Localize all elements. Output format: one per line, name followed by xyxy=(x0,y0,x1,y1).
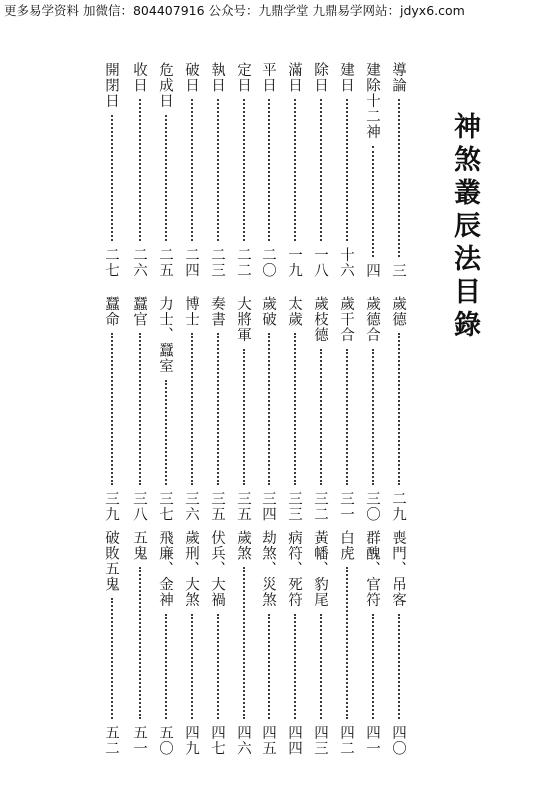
toc-entry xyxy=(258,296,278,522)
toc-entry-title: 五鬼 xyxy=(131,530,147,561)
dot-leader xyxy=(318,99,322,241)
toc-entry xyxy=(284,62,304,278)
toc-entry xyxy=(362,296,382,522)
dot-leader xyxy=(266,333,270,485)
dot-leader xyxy=(109,115,113,242)
toc-entry-page: 二〇 xyxy=(260,247,276,278)
toc-entry-page: 三 xyxy=(390,262,406,278)
toc-entry-page: 五〇 xyxy=(157,725,173,756)
toc-entry xyxy=(207,296,227,522)
dot-leader xyxy=(396,333,400,485)
toc-entry-page: 二九 xyxy=(390,491,406,522)
toc-entry-title: 平日 xyxy=(260,62,276,93)
toc-entry-page: 三三 xyxy=(286,491,302,522)
toc-entry-page: 二七 xyxy=(103,247,119,278)
toc-entry-page: 四〇 xyxy=(390,725,406,756)
toc-entry-title: 除日 xyxy=(312,62,328,93)
dot-leader xyxy=(370,146,374,257)
dot-leader xyxy=(137,333,141,485)
toc-entry-page: 三七 xyxy=(157,491,173,522)
toc-entry-title: 群醜、官符 xyxy=(364,530,380,608)
dot-leader xyxy=(318,349,322,486)
toc-entry-page: 四二 xyxy=(338,725,354,756)
toc-entry-page: 三五 xyxy=(235,491,251,522)
toc-entry-title: 大將軍 xyxy=(235,296,251,343)
dot-leader xyxy=(344,567,348,719)
toc-entry-page: 二六 xyxy=(131,247,147,278)
toc-entry xyxy=(101,296,121,522)
toc-entry-page: 二五 xyxy=(157,247,173,278)
toc-entry-title: 建除十二神 xyxy=(364,62,380,140)
dot-leader xyxy=(266,614,270,720)
dot-leader xyxy=(189,614,193,720)
toc-entry-title: 歲干合 xyxy=(338,296,354,343)
toc-entry xyxy=(155,296,175,522)
toc-entry-title: 病符、死符 xyxy=(286,530,302,608)
toc-entry-page: 四三 xyxy=(312,725,328,756)
toc-entry-title: 歲德合 xyxy=(364,296,380,343)
toc-entry-page: 五一 xyxy=(131,725,147,756)
toc-entry-title: 力士、蠶室 xyxy=(157,296,173,374)
toc-entry-title: 劫煞、災煞 xyxy=(260,530,276,608)
toc-entry xyxy=(181,296,201,522)
toc-entry-page: 四六 xyxy=(235,725,251,756)
toc-entry xyxy=(129,296,149,522)
toc-entry xyxy=(258,62,278,278)
dot-leader xyxy=(292,99,296,241)
toc-entry xyxy=(388,530,408,756)
toc-entry-title: 太歲 xyxy=(286,296,302,327)
toc-entry-title: 危成日 xyxy=(157,62,173,109)
dot-leader xyxy=(109,333,113,485)
toc-entry-title: 導論 xyxy=(390,62,406,93)
toc-entry xyxy=(388,296,408,522)
watermark-header: 更多易学资料 加微信：804407916 公众号：九鼎学堂 九鼎易学网站：jdyx6.com xyxy=(4,3,465,18)
toc-entry-title: 歲刑、大煞 xyxy=(183,530,199,608)
toc-entry xyxy=(336,530,356,756)
toc-entry-page: 三五 xyxy=(209,491,225,522)
toc-entry-title: 定日 xyxy=(235,62,251,93)
toc-entry-page: 二四 xyxy=(183,247,199,278)
toc-entry-title: 奏書 xyxy=(209,296,225,327)
toc-entry-page: 二三 xyxy=(209,247,225,278)
dot-leader xyxy=(318,614,322,720)
dot-leader xyxy=(266,99,270,241)
toc-entry-page: 四四 xyxy=(286,725,302,756)
toc-entry xyxy=(362,62,382,278)
toc-entry-title: 歲煞 xyxy=(235,530,251,561)
toc-entry-title: 蠶命 xyxy=(103,296,119,327)
dot-leader xyxy=(189,99,193,241)
dot-leader xyxy=(370,614,374,720)
toc-entry xyxy=(284,296,304,522)
dot-leader xyxy=(137,567,141,719)
toc-entry xyxy=(336,62,356,278)
toc-entry xyxy=(388,62,408,278)
toc-entry-page: 四九 xyxy=(183,725,199,756)
toc-entry-page: 三二 xyxy=(312,491,328,522)
toc-entry-page: 一八 xyxy=(312,247,328,278)
toc-entry xyxy=(310,62,330,278)
toc-entry xyxy=(181,62,201,278)
dot-leader xyxy=(292,614,296,720)
toc-entry-page: 三四 xyxy=(260,491,276,522)
toc-entry-title: 蠶官 xyxy=(131,296,147,327)
dot-leader xyxy=(344,99,348,241)
toc-entry-title: 開閉日 xyxy=(103,62,119,109)
toc-entry-title: 飛廉、金神 xyxy=(157,530,173,608)
dot-leader xyxy=(241,567,245,719)
toc-entry-page: 三六 xyxy=(183,491,199,522)
toc-entry xyxy=(284,530,304,756)
toc-entry-title: 滿日 xyxy=(286,62,302,93)
toc-entry xyxy=(233,530,253,756)
toc-entry xyxy=(155,62,175,278)
toc-entry-title: 收日 xyxy=(131,62,147,93)
toc-entry-page: 十六 xyxy=(338,247,354,278)
toc-entry xyxy=(362,530,382,756)
toc-entry-title: 博士 xyxy=(183,296,199,327)
toc-entry-title: 歲德 xyxy=(390,296,406,327)
toc-entry-page: 一九 xyxy=(286,247,302,278)
toc-entry-page: 三八 xyxy=(131,491,147,522)
toc-entry-title: 黃幡、豹尾 xyxy=(312,530,328,608)
toc-entry xyxy=(310,530,330,756)
dot-leader xyxy=(109,598,113,719)
toc-entry-page: 五二 xyxy=(103,725,119,756)
page-title: 神煞叢辰法目錄 xyxy=(449,112,480,343)
toc-entry-title: 破敗五鬼 xyxy=(103,530,119,592)
dot-leader xyxy=(137,99,141,241)
toc-entry-title: 建日 xyxy=(338,62,354,93)
toc-entry-page: 四五 xyxy=(260,725,276,756)
toc-entry xyxy=(336,296,356,522)
toc-entry xyxy=(207,62,227,278)
toc-entry xyxy=(155,530,175,756)
toc-entry xyxy=(233,62,253,278)
dot-leader xyxy=(215,99,219,241)
toc-entry-page: 三九 xyxy=(103,491,119,522)
dot-leader xyxy=(292,333,296,485)
toc-entry xyxy=(258,530,278,756)
toc-entry-page: 三一 xyxy=(338,491,354,522)
toc-entry xyxy=(129,530,149,756)
toc-entry-title: 歲枝德 xyxy=(312,296,328,343)
dot-leader xyxy=(241,99,245,241)
toc-entry-page: 二二 xyxy=(235,247,251,278)
toc-entry-title: 伏兵、大禍 xyxy=(209,530,225,608)
toc-entry xyxy=(181,530,201,756)
toc-entry-title: 歲破 xyxy=(260,296,276,327)
dot-leader xyxy=(241,349,245,486)
toc-entry xyxy=(233,296,253,522)
toc-entry-title: 喪門、吊客 xyxy=(390,530,406,608)
dot-leader xyxy=(396,99,400,257)
toc-entry-page: 四 xyxy=(364,262,380,278)
toc-entry xyxy=(101,62,121,278)
toc-entry xyxy=(129,62,149,278)
toc-entry-page: 四七 xyxy=(209,725,225,756)
dot-leader xyxy=(163,380,167,486)
toc-entry xyxy=(101,530,121,756)
dot-leader xyxy=(344,349,348,486)
dot-leader xyxy=(370,349,374,486)
toc-entry-title: 白虎 xyxy=(338,530,354,561)
toc-entry-title: 破日 xyxy=(183,62,199,93)
dot-leader xyxy=(189,333,193,485)
toc-entry xyxy=(310,296,330,522)
toc-entry xyxy=(207,530,227,756)
dot-leader xyxy=(163,614,167,720)
dot-leader xyxy=(215,333,219,485)
dot-leader xyxy=(396,614,400,720)
toc-entry-page: 三〇 xyxy=(364,491,380,522)
dot-leader xyxy=(163,115,167,242)
toc-entry-title: 執日 xyxy=(209,62,225,93)
toc-entry-page: 四一 xyxy=(364,725,380,756)
dot-leader xyxy=(215,614,219,720)
